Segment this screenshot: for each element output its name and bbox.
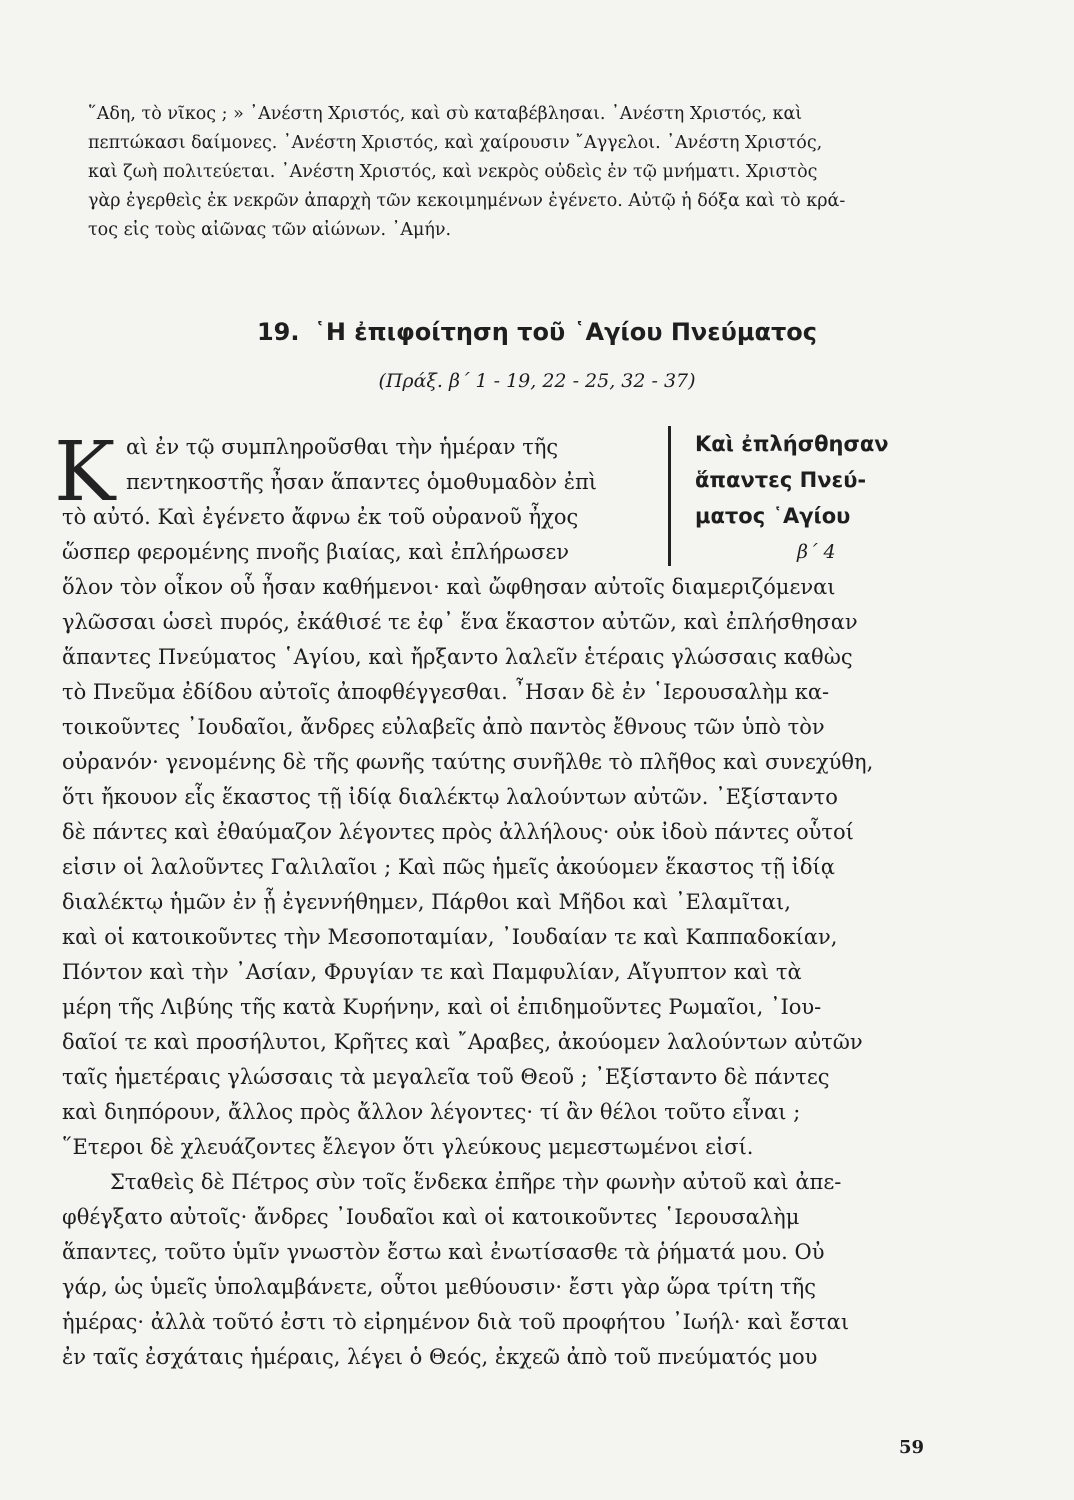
text-line: Πόντον καὶ τὴν ᾿Ασίαν, Φρυγίαν τε καὶ Παμφυλίαν, Αἴγυπτον καὶ τὰ xyxy=(62,960,802,984)
text-line: τοικοῦντες ᾿Ιουδαῖοι, ἄνδρες εὐλαβεῖς ἀπὸ παντὸς ἔθνους τῶν ὑπὸ τὸν xyxy=(62,715,825,739)
text-line: ὅλον τὸν οἶκον οὗ ἦσαν καθήμενοι· καὶ ὤφθησαν αὐτοῖς διαμεριζόμεναι xyxy=(62,575,836,599)
intro-paragraph xyxy=(88,100,918,245)
text-line: γάρ, ὡς ὑμεῖς ὑπολαμβάνετε, οὗτοι μεθύουσιν· ἔστι γὰρ ὥρα τρίτη τῆς xyxy=(62,1275,816,1299)
text-line: ἅπαντες, τοῦτο ὑμῖν γνωστὸν ἔστω καὶ ἐνωτίσασθε τὰ ῥήματά μου. Οὐ xyxy=(62,1240,825,1264)
scripture-reference: (Πράξ. β΄ 1 - 19, 22 - 25, 32 - 37) xyxy=(378,370,696,392)
text-line: οὐρανόν· γενομένης δὲ τῆς φωνῆς ταύτης συνῆλθε τὸ πλῆθος καὶ συνεχύθη, xyxy=(62,750,874,774)
text-line: ἅπαντες Πνεύματος ῾Αγίου, καὶ ἤρξαντο λαλεῖν ἑτέραις γλώσσαις καθὼς xyxy=(62,645,853,669)
text-line: φθέγξατο αὐτοῖς· ἄνδρες ᾿Ιουδαῖοι καὶ οἱ κατοικοῦντες ῾Ιερουσαλὴμ xyxy=(62,1205,800,1229)
text-line: καὶ ζωὴ πολιτεύεται. ᾿Ανέστη Χριστός, καὶ νεκρὸς οὐδεὶς ἐν τῷ μνήματι. Χριστὸς xyxy=(88,162,818,182)
drop-cap: Κ xyxy=(54,425,116,520)
margin-note-line: Καὶ ἐπλήσθησαν xyxy=(695,432,889,456)
text-line: ῞Ετεροι δὲ χλευάζοντες ἔλεγον ὅτι γλεύκους μεμεστωμένοι εἰσί. xyxy=(62,1135,754,1159)
text-line: αὶ ἐν τῷ συμπληροῦσθαι τὴν ἡμέραν τῆς xyxy=(126,435,559,459)
text-line: τὸ αὐτό. Καὶ ἐγένετο ἄφνω ἐκ τοῦ οὐρανοῦ ἦχος xyxy=(62,505,579,529)
text-line: ὅτι ἤκουον εἷς ἕκαστος τῇ ἰδίᾳ διαλέκτῳ λαλούντων αὐτῶν. ᾿Εξίσταντο xyxy=(62,785,838,809)
text-line: ἐν ταῖς ἐσχάταις ἡμέραις, λέγει ὁ Θεός, ἐκχεῶ ἀπὸ τοῦ πνεύματός μου xyxy=(62,1345,818,1369)
text-line: ῞Αδη, τὸ νῖκος ; » ᾿Ανέστη Χριστός, καὶ σὺ καταβέβλησαι. ᾿Ανέστη Χριστός, καὶ xyxy=(88,104,803,124)
margin-note-ref: β΄ 4 xyxy=(797,541,836,563)
text-line: καὶ οἱ κατοικοῦντες τὴν Μεσοποταμίαν, ᾿Ιουδαίαν τε καὶ Καππαδοκίαν, xyxy=(62,925,838,949)
text-line: δαῖοί τε καὶ προσήλυτοι, Κρῆτες καὶ ῎Αραβες, ἀκούομεν λαλούντων αὐτῶν xyxy=(62,1030,863,1054)
margin-note-line: ματος ῾Αγίου xyxy=(695,504,851,528)
section-title: ῾Η ἐπιφοίτηση τοῦ ῾Αγίου Πνεύματος xyxy=(313,318,818,346)
text-line: τος εἰς τοὺς αἰῶνας τῶν αἰώνων. ᾿Αμήν. xyxy=(88,220,452,240)
text-line: δὲ πάντες καὶ ἐθαύμαζον λέγοντες πρὸς ἀλλήλους· οὐκ ἰδοὺ πάντες οὗτοί xyxy=(62,820,854,844)
section-number: 19. xyxy=(256,318,300,346)
text-line: μέρη τῆς Λιβύης τῆς κατὰ Κυρήνην, καὶ οἱ ἐπιδημοῦντες Ρωμαῖοι, ᾿Ιου- xyxy=(62,995,822,1019)
text-line: γὰρ ἐγερθεὶς ἐκ νεκρῶν ἀπαρχὴ τῶν κεκοιμημένων ἐγένετο. Αὐτῷ ἡ δόξα καὶ τὸ κρά- xyxy=(88,191,846,211)
text-line: ἡμέρας· ἀλλὰ τοῦτό ἐστι τὸ εἰρημένον διὰ τοῦ προφήτου ᾿Ιωήλ· καὶ ἔσται xyxy=(62,1310,850,1334)
margin-note-line: ἅπαντες Πνεύ- xyxy=(695,468,867,492)
section-heading xyxy=(0,318,1074,346)
text-line: πεπτώκασι δαίμονες. ᾿Ανέστη Χριστός, καὶ χαίρουσιν ῎Αγγελοι. ᾿Ανέστη Χριστός, xyxy=(88,133,823,153)
text-line: διαλέκτῳ ἡμῶν ἐν ᾗ ἐγεννήθημεν, Πάρθοι καὶ Μῆδοι καὶ ᾿Ελαμῖται, xyxy=(62,890,791,914)
text-line: γλῶσσαι ὡσεὶ πυρός, ἐκάθισέ τε ἐφ᾿ ἕνα ἕκαστον αὐτῶν, καὶ ἐπλήσθησαν xyxy=(62,610,858,634)
text-line: τὸ Πνεῦμα ἐδίδου αὐτοῖς ἀποφθέγγεσθαι. ῏Ησαν δὲ ἐν ῾Ιερουσαλὴμ κα- xyxy=(62,680,830,704)
text-line: πεντηκοστῆς ἦσαν ἅπαντες ὁμοθυμαδὸν ἐπὶ xyxy=(126,470,597,494)
page-number: 59 xyxy=(898,1437,924,1458)
main-text xyxy=(62,430,924,1375)
text-line: εἰσιν οἱ λαλοῦντες Γαλιλαῖοι ; Καὶ πῶς ἡμεῖς ἀκούομεν ἕκαστος τῇ ἰδίᾳ xyxy=(62,855,835,879)
text-line: Σταθεὶς δὲ Πέτρος σὺν τοῖς ἕνδεκα ἐπῆρε τὴν φωνὴν αὐτοῦ καὶ ἀπε- xyxy=(110,1170,842,1194)
text-line: ταῖς ἡμετέραις γλώσσαις τὰ μεγαλεῖα τοῦ Θεοῦ ; ᾿Εξίσταντο δὲ πάντες xyxy=(62,1065,830,1089)
text-line: ὥσπερ φερομένης πνοῆς βιαίας, καὶ ἐπλήρωσεν xyxy=(62,540,569,564)
text-line: καὶ διηπόρουν, ἄλλος πρὸς ἄλλον λέγοντες· τί ἂν θέλοι τοῦτο εἶναι ; xyxy=(62,1100,801,1124)
